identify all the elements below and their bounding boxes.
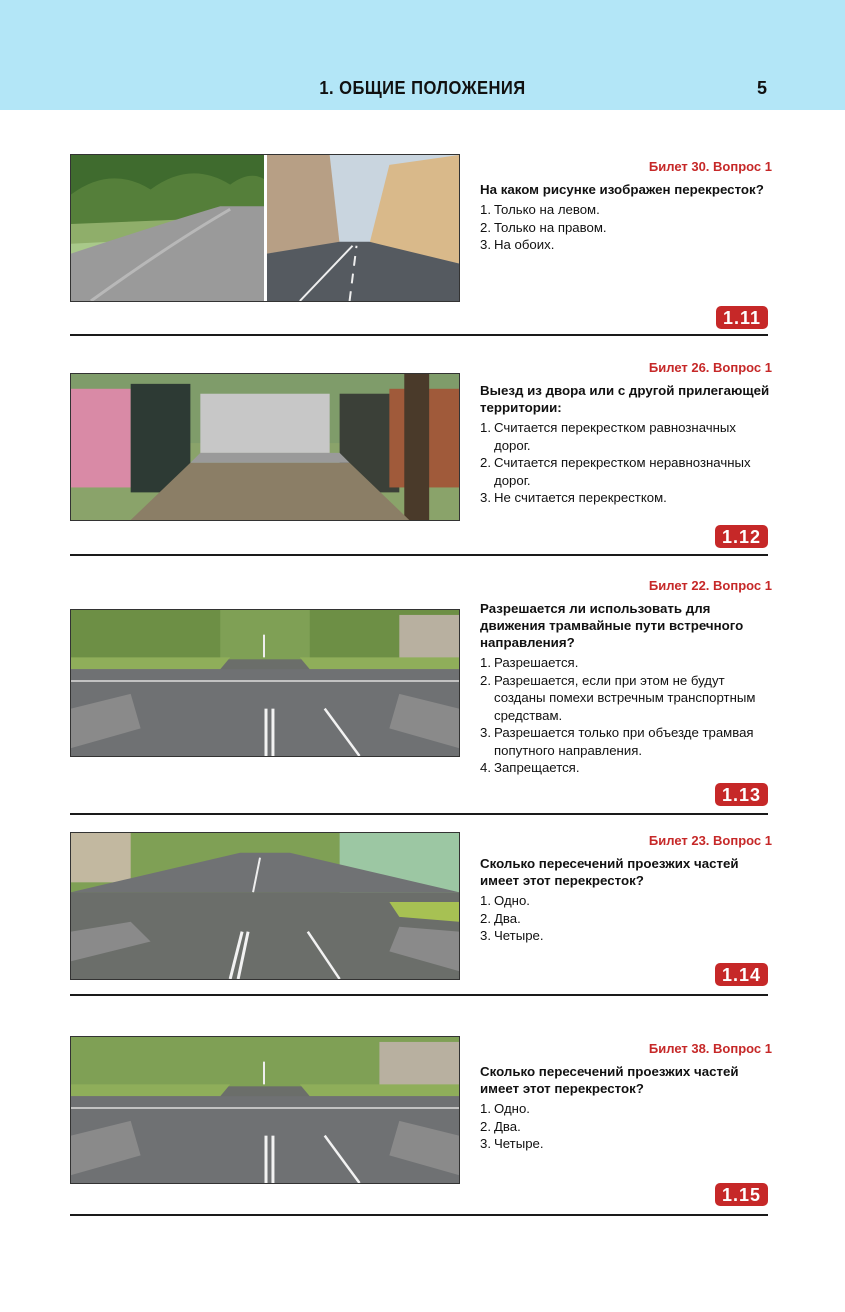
answer-option[interactable] [480,201,772,219]
answer-number: 2. [480,1118,491,1134]
answer-option[interactable] [480,489,772,507]
answer-option[interactable] [480,654,772,672]
answer-number: 1. [480,893,491,908]
question-text-area [480,359,772,507]
question-text-area [480,577,772,777]
answer-text: Два. [494,910,521,926]
answer-text: Считается перекрестком неравнозначных дорог. [494,455,751,488]
section-divider [70,1214,768,1216]
answer-text: Одно. [494,893,530,908]
answer-number: 2. [480,910,491,926]
answer-list [480,654,772,777]
answer-text: Только на левом. [494,202,600,217]
answer-text: Четыре. [494,1136,544,1151]
question-title: Выезд из двора или с другой прилегающей территории: [480,383,770,415]
answer-text: Только на правом. [494,219,607,235]
answer-text: Разрешается, если при этом не будут созданы помехи встречным транспортным средствам. [494,672,756,723]
answer-number: 1. [480,1101,491,1116]
question-illustration [70,1036,460,1184]
answer-text: Разрешается только при объезде трамвая попутного направления. [494,725,754,758]
answer-option[interactable] [480,759,772,777]
section-divider [70,994,768,996]
answer-number: 3. [480,237,491,252]
question-block-1-15 [70,1034,772,1219]
answer-option[interactable] [480,454,772,489]
answer-text: Четыре. [494,928,544,943]
answer-number: 3. [480,490,491,505]
question-number-badge: 1.11 [716,306,768,329]
answer-option[interactable] [480,724,772,759]
answer-text: Не считается перекрестком. [494,490,667,505]
answer-text: Два. [494,1118,521,1134]
question-illustration [70,373,460,521]
answer-text: Запрещается. [494,760,580,775]
answer-text: Разрешается. [494,655,579,670]
section-divider [70,334,768,336]
answer-number: 3. [480,1136,491,1151]
ticket-label: Билет 30. Вопрос 1 [648,159,772,174]
question-text-area [480,1040,772,1153]
answer-number: 1. [480,655,491,670]
answer-list [480,1100,772,1153]
answer-number: 4. [480,760,491,775]
answer-option[interactable] [480,419,772,454]
question-title: Разрешается ли использовать для движения трамвайные пути встречного направления? [480,601,744,650]
answer-text: Одно. [494,1101,530,1116]
answer-option[interactable] [480,1100,772,1118]
answer-list [480,201,772,254]
question-title: На каком рисунке изображен перекресток? [480,182,764,197]
answer-number: 2. [480,219,491,235]
question-number-badge: 1.14 [715,963,768,986]
section-divider [70,554,768,556]
answer-number: 2. [480,672,491,688]
question-text-area [480,158,772,254]
answer-option[interactable] [480,910,772,928]
answer-number: 1. [480,420,491,435]
answer-option[interactable] [480,672,772,725]
question-block-1-11 [70,152,772,342]
question-illustration [70,609,460,757]
page-number: 5 [756,78,767,98]
question-title: Сколько пересечений проезжих частей имеет этот перекресток? [480,856,739,888]
answer-option[interactable] [480,236,772,254]
answer-option[interactable] [480,1118,772,1136]
question-number-badge: 1.15 [715,1183,768,1206]
section-divider [70,813,768,815]
question-illustration [70,154,460,302]
ticket-label: Билет 23. Вопрос 1 [648,833,772,848]
answer-number: 3. [480,725,491,740]
answer-text: Считается перекрестком равнозначных дорог. [494,420,736,453]
chapter-title: 1. ОБЩИЕ ПОЛОЖЕНИЯ [319,78,526,98]
question-title: Сколько пересечений проезжих частей имеет этот перекресток? [480,1064,739,1096]
answer-number: 2. [480,455,491,470]
answer-number: 3. [480,928,491,943]
answer-option[interactable] [480,1135,772,1153]
answer-option[interactable] [480,219,772,237]
answer-text: На обоих. [494,237,555,252]
answer-list [480,419,772,507]
answer-option[interactable] [480,927,772,945]
question-number-badge: 1.13 [715,783,768,806]
question-block-1-12 [70,355,772,560]
page-header [0,0,845,110]
question-block-1-13 [70,573,772,818]
ticket-label: Билет 26. Вопрос 1 [648,360,772,375]
question-illustration [70,832,460,980]
ticket-label: Билет 22. Вопрос 1 [648,578,772,593]
question-number-badge: 1.12 [715,525,768,548]
question-text-area [480,832,772,945]
question-block-1-14 [70,830,772,1000]
ticket-label: Билет 38. Вопрос 1 [648,1041,772,1056]
answer-option[interactable] [480,892,772,910]
answer-list [480,892,772,945]
answer-number: 1. [480,202,491,217]
